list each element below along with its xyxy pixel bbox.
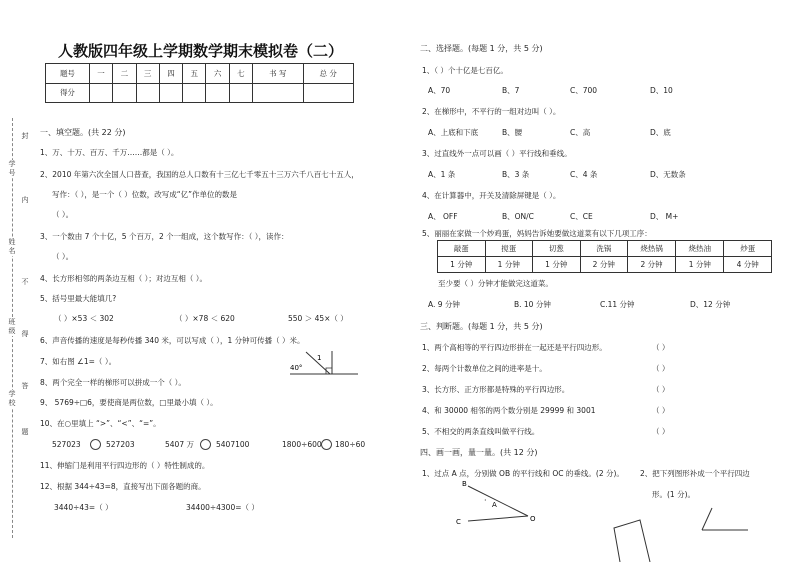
- choice-2-opt-a: A、上底和下底: [428, 128, 479, 137]
- seal-char: 题: [21, 428, 29, 436]
- choice-1-opt-d: D、10: [650, 86, 673, 95]
- score-blank[interactable]: [303, 83, 354, 103]
- judge-1: 1、两个高相等的平行四边形拼在一起还是平行四边形。: [422, 343, 607, 352]
- choice-1: 1、（ ）个十亿是七百亿。: [422, 66, 508, 75]
- step-time: 2 分钟: [628, 257, 676, 273]
- question-3: 3、一个数由 7 个十亿，5 个百万，2 个一组成，这个数写作：（ ），读作：: [40, 232, 289, 241]
- compare-2-right: 5407100: [216, 440, 250, 449]
- score-cell: 七: [229, 64, 252, 84]
- question-2-line2: 写作：（ ），是一个（ ）位数，改写成“亿”作单位的数是: [52, 190, 238, 199]
- choice-1-opt-b: B、7: [502, 86, 520, 95]
- choice-5: 5、丽丽在家做一个炒鸡蛋，妈妈告诉她要做这道菜有以下几项工序：: [422, 229, 652, 238]
- question-11: 11、伸缩门是利用平行四边形的（ ）特性制成的。: [40, 461, 210, 470]
- score-cell: 三: [136, 64, 159, 84]
- class-label: 班级: [8, 318, 16, 335]
- score-cell: 得分: [46, 83, 90, 103]
- angle-40-label: 40°: [290, 364, 303, 372]
- score-table: [45, 63, 354, 103]
- judge-1-box[interactable]: （ ）: [652, 343, 670, 352]
- choice-2-opt-b: B、腰: [502, 128, 523, 137]
- score-blank[interactable]: [159, 83, 182, 103]
- compare-circle[interactable]: [321, 439, 332, 450]
- choice-3-opt-a: A、1 条: [428, 170, 456, 179]
- school-label: 学校: [8, 390, 16, 407]
- step-time: 1 分钟: [485, 257, 533, 273]
- question-10: 10、在○里填上 “>”、“<”、“=”。: [40, 419, 161, 428]
- seal-char: 得: [21, 330, 29, 338]
- question-6: 6、声音传播的速度是每秒传播 340 米，可以写成（ ），1 分钟可传播（ ）米。: [40, 336, 305, 345]
- question-8: 8、两个完全一样的梯形可以拼成一个（ ）。: [40, 378, 186, 387]
- incomplete-shape-1: [614, 520, 650, 562]
- step-name: 搅蛋: [485, 241, 533, 257]
- score-cell: 二: [113, 64, 136, 84]
- judge-4: 4、和 30000 相邻的两个数分别是 29999 和 3001: [422, 406, 596, 415]
- question-12a: 3440÷43=（ ）: [54, 503, 113, 512]
- ray-ob: [468, 486, 528, 516]
- compare-circle[interactable]: [90, 439, 101, 450]
- choice-1-opt-c: C、700: [570, 86, 598, 95]
- score-cell: 四: [159, 64, 182, 84]
- question-1: 1、万、十万、百万、千万……都是（ ）。: [40, 148, 179, 157]
- choice-4-opt-c: C、CE: [570, 212, 593, 221]
- question-7: 7、如右图 ∠1=（ ）。: [40, 357, 117, 366]
- point-a-dot: ·: [484, 496, 487, 505]
- point-o-label: O: [530, 515, 536, 523]
- choice-1-opt-a: A、70: [428, 86, 451, 95]
- judge-5: 5、不相交的两条直线叫做平行线。: [422, 427, 540, 436]
- section-multiple-choice: 二、选择题。(每题 1 分，共 5 分): [420, 44, 543, 53]
- point-b-label: B: [462, 480, 467, 488]
- question-5: 5、括号里最大能填几?: [40, 294, 117, 303]
- question-2-line3: （ ）。: [52, 210, 74, 219]
- step-time: 1 分钟: [676, 257, 724, 273]
- judge-2: 2、每两个计数单位之间的进率是十。: [422, 364, 547, 373]
- choice-3-opt-c: C、4 条: [570, 170, 598, 179]
- step-name: 切葱: [533, 241, 581, 257]
- choice-5-opt-b: B. 10 分钟: [514, 300, 551, 309]
- compare-3-right: 180÷60: [335, 440, 366, 449]
- step-name: 洗锅: [580, 241, 628, 257]
- question-5b: （ ）×78 ＜ 620: [175, 314, 235, 323]
- judge-4-box[interactable]: （ ）: [652, 406, 670, 415]
- step-time: 1 分钟: [438, 257, 486, 273]
- draw-question-1: 1、过点 A 点，分别做 OB 的平行线和 OC 的垂线。(2 分)。: [422, 469, 624, 478]
- question-3-line2: （ ）。: [52, 252, 74, 261]
- step-time: 1 分钟: [533, 257, 581, 273]
- question-5a: （ ）×53 ＜ 302: [54, 314, 114, 323]
- judge-3: 3、长方形、正方形都是特殊的平行四边形。: [422, 385, 570, 394]
- score-cell: 书 写: [253, 64, 303, 84]
- choice-4-opt-d: D、 M+: [650, 212, 679, 221]
- angle-1-label: 1: [317, 354, 322, 362]
- compare-1-right: 527203: [106, 440, 135, 449]
- step-name: 敲蛋: [438, 241, 486, 257]
- score-blank[interactable]: [229, 83, 252, 103]
- step-name: 炒蛋: [724, 241, 772, 257]
- point-c-label: C: [456, 518, 461, 526]
- section-fill-blank: 一、填空题。(共 22 分): [40, 128, 126, 137]
- point-a-label: A: [492, 501, 497, 509]
- judge-5-box[interactable]: （ ）: [652, 427, 670, 436]
- score-cell: 题号: [46, 64, 90, 84]
- score-cell: 一: [89, 64, 112, 84]
- judge-2-box[interactable]: （ ）: [652, 364, 670, 373]
- question-12b: 34400÷4300=（ ）: [186, 503, 259, 512]
- angle-figure: [286, 348, 361, 380]
- cooking-steps-table: [437, 240, 772, 273]
- step-time: 4 分钟: [724, 257, 772, 273]
- choice-5-opt-a: A. 9 分钟: [428, 300, 460, 309]
- choice-5-line2: 至少要（ ）分钟才能做完这道菜。: [438, 279, 553, 288]
- angle-boc-figure: [452, 476, 542, 532]
- parallelogram-figures: [598, 500, 778, 562]
- score-blank[interactable]: [89, 83, 112, 103]
- incomplete-shape-2-side: [702, 508, 712, 530]
- seal-char: 答: [21, 382, 29, 390]
- compare-circle[interactable]: [200, 439, 211, 450]
- seal-char: 不: [21, 278, 29, 286]
- choice-5-opt-c: C.11 分钟: [600, 300, 635, 309]
- score-blank[interactable]: [253, 83, 303, 103]
- name-label: 姓名: [8, 238, 16, 255]
- score-blank[interactable]: [136, 83, 159, 103]
- choice-4-opt-a: A、 OFF: [428, 212, 458, 221]
- section-true-false: 三、判断题。(每题 1 分，共 5 分): [420, 322, 543, 331]
- question-5c: 550 ＞ 45×（ ）: [288, 314, 348, 323]
- score-blank[interactable]: [183, 83, 206, 103]
- judge-3-box[interactable]: （ ）: [652, 385, 670, 394]
- student-id-label: 学号: [8, 160, 16, 177]
- choice-3-opt-d: D、无数条: [650, 170, 686, 179]
- score-blank[interactable]: [113, 83, 136, 103]
- question-4: 4、长方形相邻的两条边互相（ ）；对边互相（ ）。: [40, 274, 208, 283]
- choice-3-opt-b: B、3 条: [502, 170, 530, 179]
- score-cell: 五: [183, 64, 206, 84]
- section-drawing: 四、画一画，量一量。(共 12 分): [420, 448, 538, 457]
- step-time: 2 分钟: [580, 257, 628, 273]
- score-blank[interactable]: [206, 83, 229, 103]
- compare-2-left: 5407 万: [165, 440, 194, 449]
- ray-oc: [468, 516, 528, 521]
- step-name: 烧热锅: [628, 241, 676, 257]
- draw-question-2-line2: 形。(1 分)。: [652, 490, 696, 499]
- choice-4-opt-b: B、ON/C: [502, 212, 534, 221]
- compare-1-left: 527023: [52, 440, 81, 449]
- choice-4: 4、在计算器中，开关及清除屏键是（ ）。: [422, 191, 561, 200]
- score-cell: 六: [206, 64, 229, 84]
- score-cell: 总 分: [303, 64, 354, 84]
- choice-2: 2、在梯形中，不平行的一组对边叫（ ）。: [422, 107, 561, 116]
- seal-char: 封: [21, 132, 29, 140]
- compare-3-left: 1800÷600: [282, 440, 322, 449]
- page-title: 人教版四年级上学期数学期末模拟卷（二）: [58, 42, 344, 60]
- choice-2-opt-d: D、底: [650, 128, 671, 137]
- choice-2-opt-c: C、高: [570, 128, 591, 137]
- question-12: 12、根据 344÷43=8，直接写出下面各题的商。: [40, 482, 206, 491]
- choice-3: 3、过直线外一点可以画（ ）平行线和垂线。: [422, 149, 572, 158]
- draw-question-2: 2、把下列图形补成一个平行四边: [640, 469, 750, 478]
- question-2: 2、2010 年第六次全国人口普查，我国的总人口数有十三亿七千零五十三万六千八百七十五人，: [40, 170, 359, 179]
- step-name: 烧热油: [676, 241, 724, 257]
- choice-5-opt-d: D、12 分钟: [690, 300, 731, 309]
- question-9: 9、 5769÷□6，要使商是两位数，□里最小填（ ）。: [40, 398, 218, 407]
- seal-char: 内: [21, 196, 29, 204]
